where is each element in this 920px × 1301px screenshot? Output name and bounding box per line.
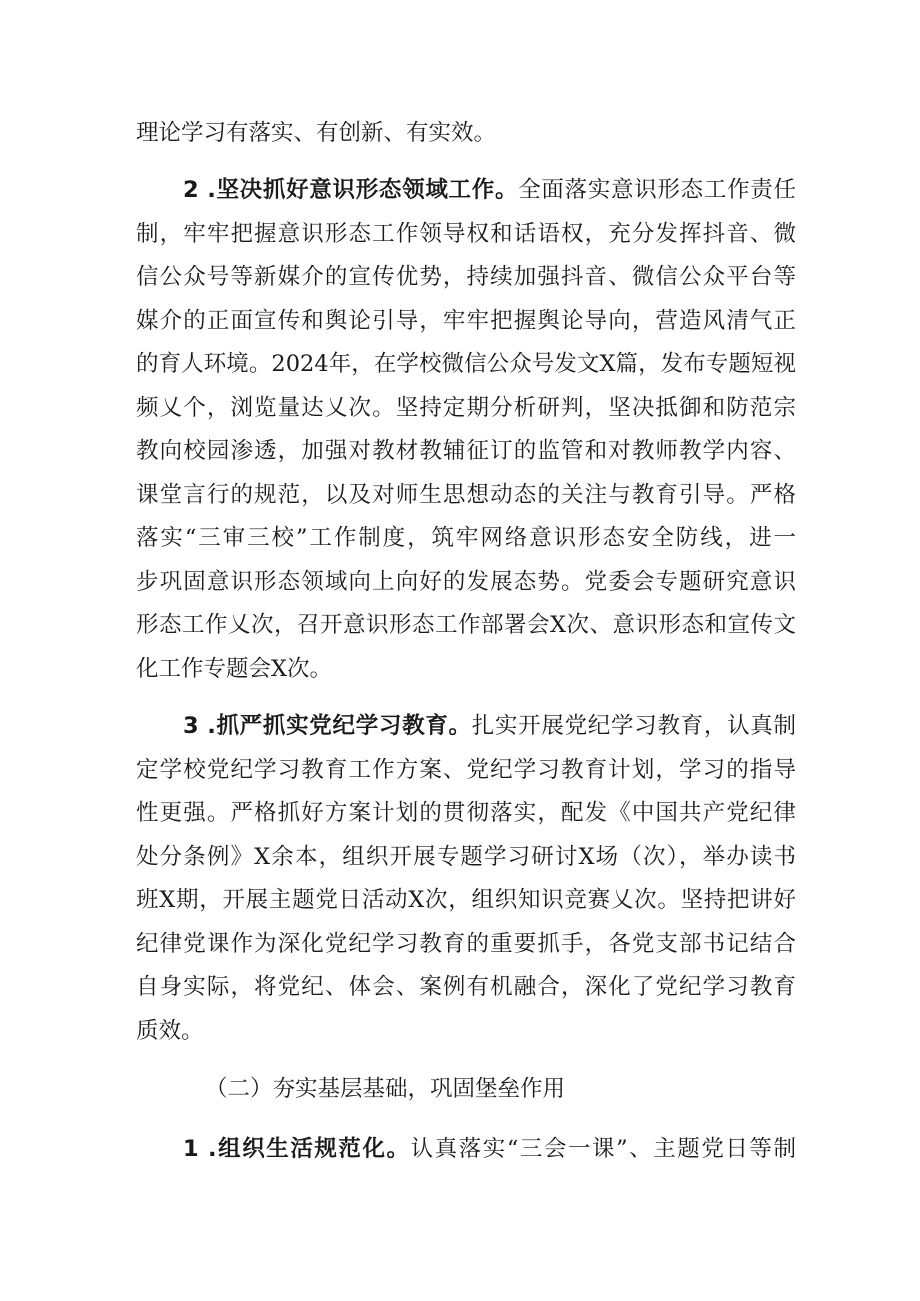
paragraph-2-heading: 2 .坚决抓好意识形态领域工作。 [183, 177, 519, 203]
paragraph-3-line-7: 自身实际，将党纪、体会、案例有机融合，深化了党纪学习教育 [136, 974, 796, 1000]
paragraph-2-line-7: 教向校园渗透，加强对教材教辅征订的监管和对教师教学内容、 [136, 438, 796, 464]
paragraph-3-heading: 3 .抓严抓实党纪学习教育。 [183, 713, 472, 739]
paragraph-2-line-4: 媒介的正面宣传和舆论引导，牢牢把握舆论导向，营造风清气正 [136, 307, 796, 334]
paragraph-4-line-1-text: 认真落实“三会一课”、主题党日等制 [410, 1136, 796, 1162]
paragraph-3-line-3: 性更强。严格抓好方案计划的贯彻落实，配发《中国共产党纪律 [136, 800, 796, 826]
paragraph-3-line-8: 质效。 [136, 1017, 204, 1044]
paragraph-3-line-2: 定学校党纪学习教育工作方案、党纪学习教育计划，学习的指导 [136, 756, 796, 783]
paragraph-2-line-5: 的育人环境。2024年，在学校微信公众号发文X篇，发布专题短视 [136, 351, 796, 377]
paragraph-2-line-6: 频乂个，浏览量达乂次。坚持定期分析研判，坚决抵御和防范宗 [136, 394, 796, 421]
paragraph-3-line-5: 班X期，开展主题党日活动X次，组织知识竞赛乂次。坚持把讲好 [136, 887, 796, 913]
section-heading: （二）夯实基层基础，巩固堡垒作用 [205, 1076, 566, 1102]
paragraph-2-line-1-text: 全面落实意识形态工作责任 [518, 177, 796, 203]
paragraph-2-line-2: 制，牢牢把握意识形态工作领导权和话语权，充分发挥抖音、微 [136, 220, 796, 247]
paragraph-2-line-3: 信公众号等新媒介的宣传优势，持续加强抖音、微信公众平台等 [136, 264, 796, 290]
paragraph-1-line-1: 理论学习有落实、有创新、有实效。 [136, 120, 497, 146]
paragraph-2-line-9: 落实“三审三校”工作制度，筑牢网络意识形态安全防线，进一 [136, 525, 796, 551]
paragraph-4-heading: 1 .组织生活规范化。 [183, 1136, 411, 1162]
paragraph-2-line-1 [183, 175, 796, 206]
paragraph-2-line-12: 化工作专题会X次。 [136, 655, 333, 682]
paragraph-3-line-6: 纪律党课作为深化党纪学习教育的重要抓手，各党支部书记结合 [136, 930, 796, 957]
paragraph-3-line-1-text: 扎实开展党纪学习教育，认真制 [471, 713, 796, 739]
paragraph-3-line-4: 处分条例》X余本，组织开展专题学习研讨X场（次），举办读书 [136, 843, 796, 870]
paragraph-4-line-1 [183, 1134, 796, 1165]
paragraph-2-line-8: 课堂言行的规范，以及对师生思想动态的关注与教育引导。严格 [136, 481, 796, 508]
paragraph-2-line-11: 形态工作乂次，召开意识形态工作部署会X次、意识形态和宣传文 [136, 612, 796, 638]
paragraph-3-line-1 [183, 711, 796, 742]
paragraph-2-line-10: 步巩固意识形态领域向上向好的发展态势。党委会专题研究意识 [136, 568, 796, 595]
